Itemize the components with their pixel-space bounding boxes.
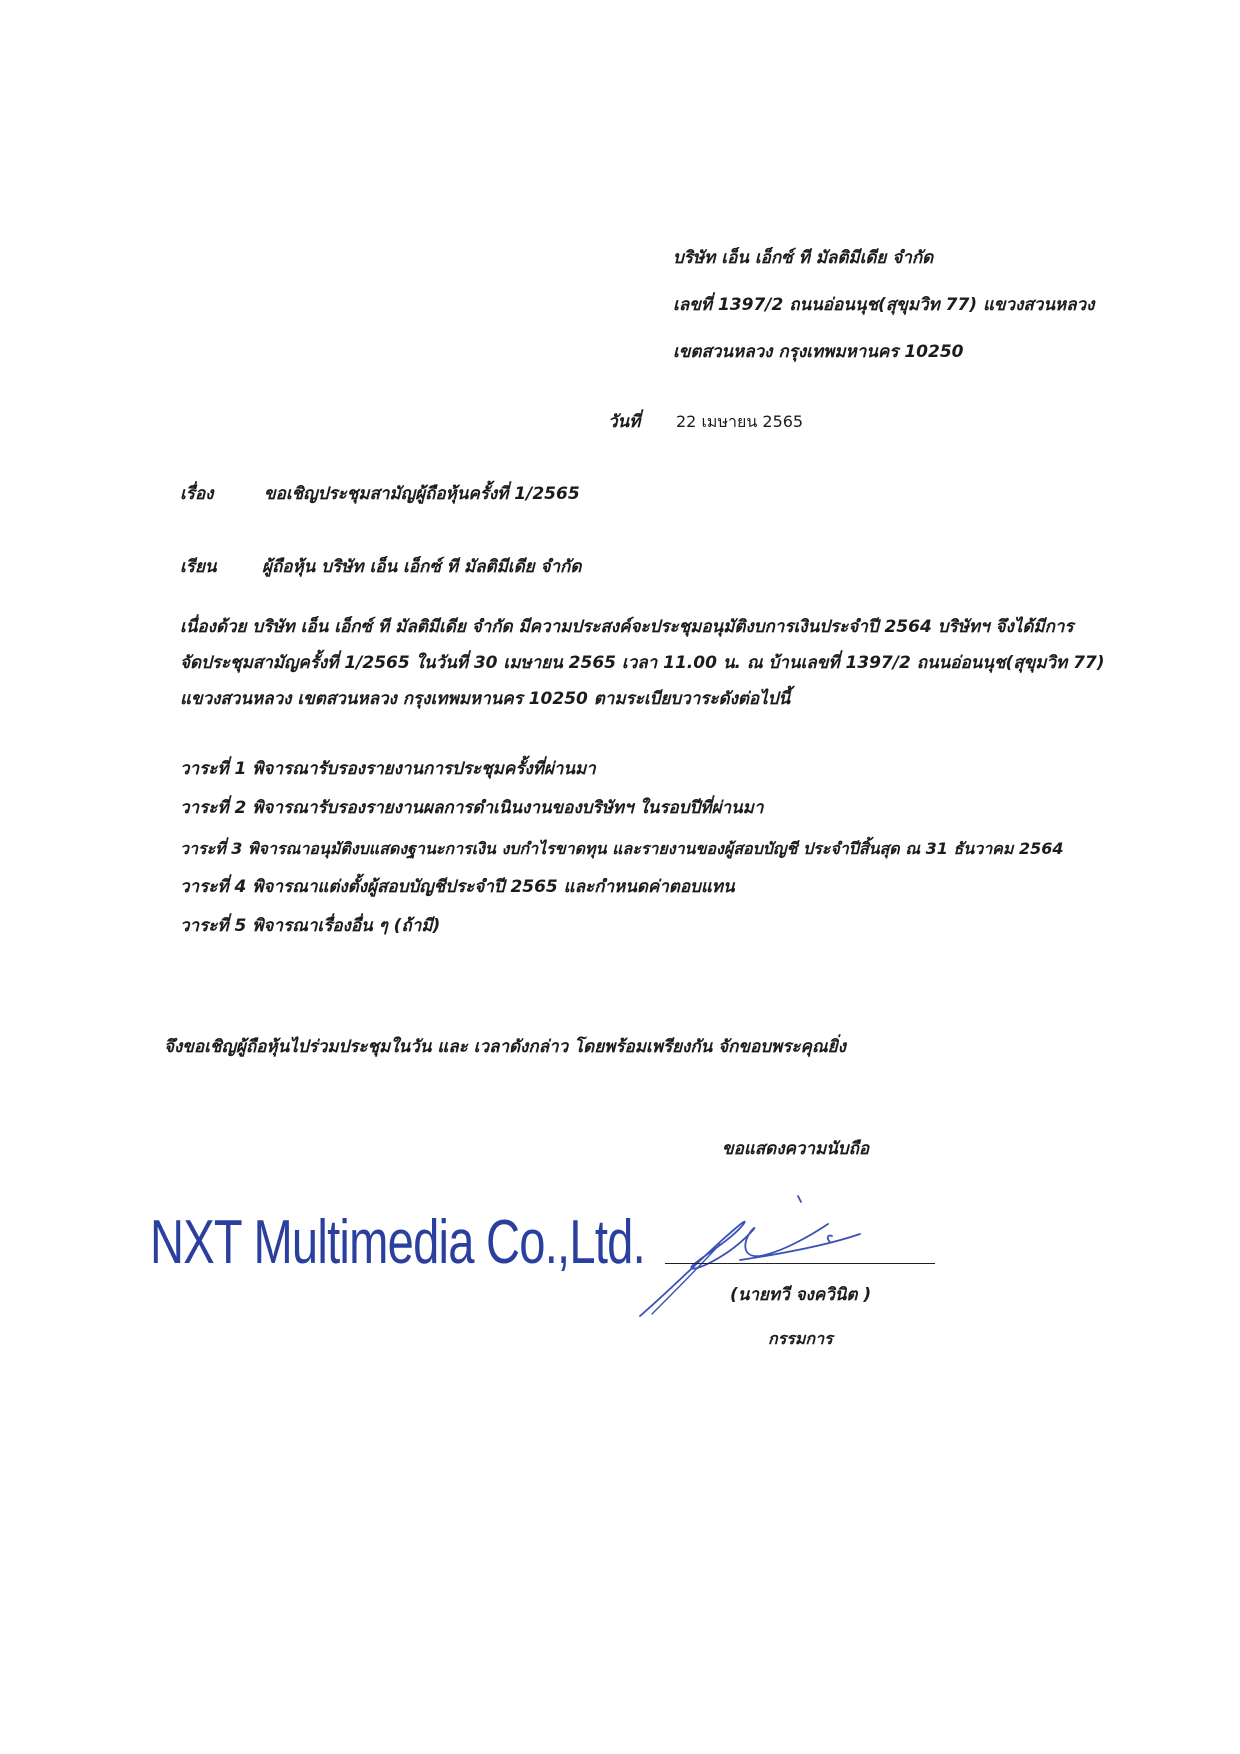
recipient-text: ผู้ถือหุ้น บริษัท เอ็น เอ็กซ์ ที มัลติมีเดีย จำกัด (262, 557, 582, 577)
regards: ขอแสดงความนับถือ (722, 1139, 870, 1159)
signature-mark (630, 1180, 950, 1330)
body-line-1: เนื่องด้วย บริษัท เอ็น เอ็กซ์ ที มัลติมีเดีย จำกัด มีความประสงค์จะประชุมอนุมัติงบการเงินประจำปี 2564 บริษัทฯ จึงได้มีการ (180, 617, 1074, 637)
company-stamp: NXT Multimedia Co.,Ltd. (150, 1208, 645, 1277)
agenda-item-3: วาระที่ 3 พิจารณาอนุมัติงบแสดงฐานะการเงิน งบกำไรขาดทุน และรายงานของผู้สอบบัญชี ประจำปีสิ้นสุด ณ 31 ธันวาคม 2564 (180, 839, 1064, 858)
sender-company: บริษัท เอ็น เอ็กซ์ ที มัลติมีเดีย จำกัด (673, 248, 934, 268)
subject-text: ขอเชิญประชุมสามัญผู้ถือหุ้นครั้งที่ 1/2565 (264, 484, 580, 504)
agenda-item-2: วาระที่ 2 พิจารณารับรองรายงานผลการดำเนินงานของบริษัทฯ ในรอบปีที่ผ่านมา (180, 798, 764, 818)
agenda-item-5: วาระที่ 5 พิจารณาเรื่องอื่น ๆ (ถ้ามี) (180, 916, 441, 936)
recipient-label: เรียน (180, 557, 217, 577)
signature-line (665, 1263, 935, 1264)
sender-address-line2: เขตสวนหลวง กรุงเทพมหานคร 10250 (673, 342, 964, 362)
closing-invite: จึงขอเชิญผู้ถือหุ้นไปร่วมประชุมในวัน และ เวลาดังกล่าว โดยพร้อมเพรียงกัน จักขอบพระคุณยิ่ง (164, 1037, 846, 1057)
date-label: วันที่ (608, 412, 641, 432)
sender-address-line1: เลขที่ 1397/2 ถนนอ่อนนุช(สุขุมวิท 77) แขวงสวนหลวง (673, 295, 1095, 315)
agenda-item-1: วาระที่ 1 พิจารณารับรองรายงานการประชุมครั้งที่ผ่านมา (180, 759, 596, 779)
subject-label: เรื่อง (180, 484, 214, 504)
agenda-item-4: วาระที่ 4 พิจารณาแต่งตั้งผู้สอบบัญชีประจำปี 2565 และกำหนดค่าตอบแทน (180, 877, 735, 897)
date-value: 22 เมษายน 2565 (676, 412, 804, 431)
signatory-name: (นายทวี จงควินิต ) (730, 1285, 872, 1305)
body-line-3: แขวงสวนหลวง เขตสวนหลวง กรุงเทพมหานคร 10250 ตามระเบียบวาระดังต่อไปนี้ (180, 689, 791, 709)
body-line-2: จัดประชุมสามัญครั้งที่ 1/2565 ในวันที่ 30 เมษายน 2565 เวลา 11.00 น. ณ บ้านเลขที่ 1397/2 ถนนอ่อนนุช(สุขุมวิท 77) (180, 653, 1105, 673)
signatory-title: กรรมการ (768, 1329, 833, 1348)
